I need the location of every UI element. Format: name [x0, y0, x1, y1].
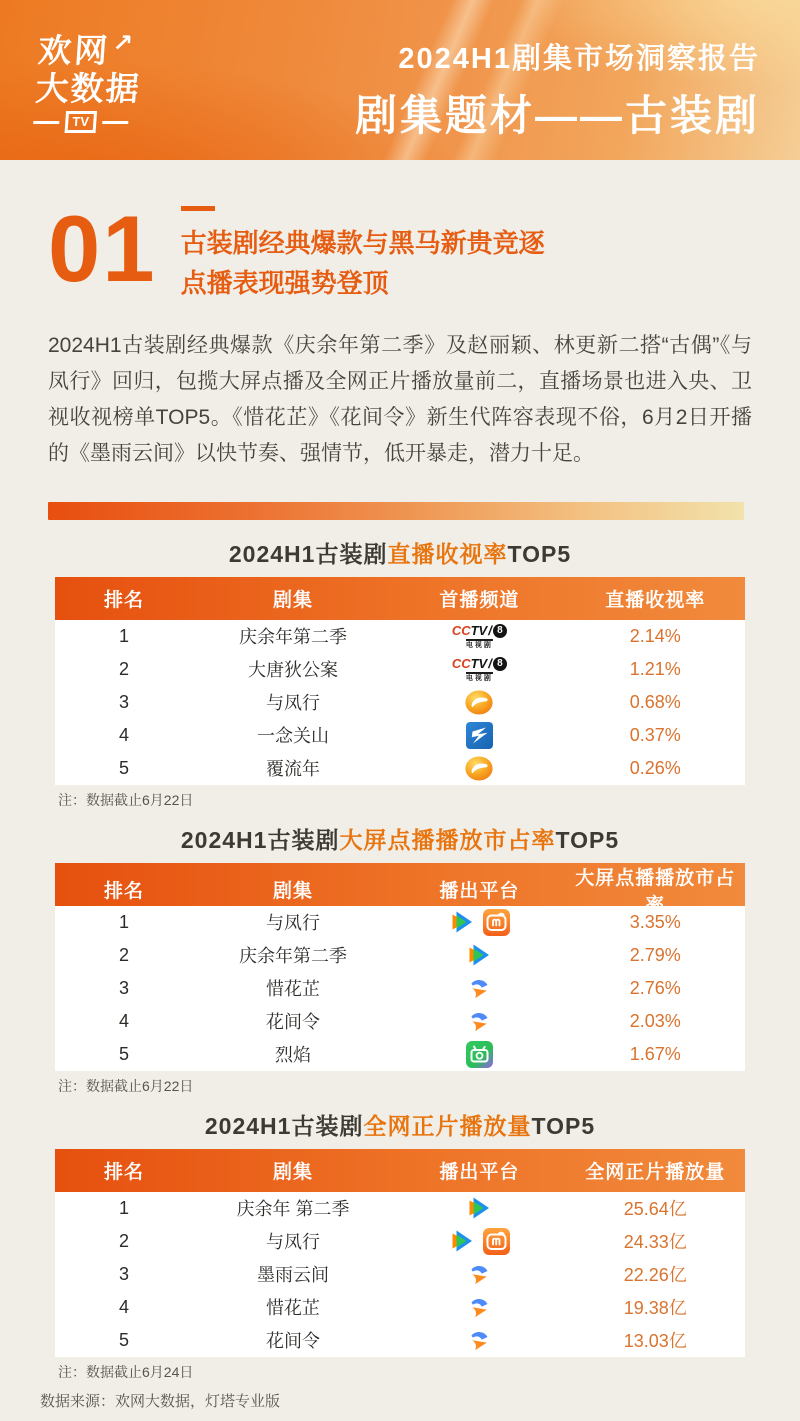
- platform-icons-cell: [393, 722, 566, 749]
- drama-title-cell: 与凤行: [266, 693, 321, 714]
- value-cell: 13.03亿: [623, 1331, 687, 1352]
- logo-arrow-icon: ↗: [111, 30, 137, 57]
- table-row: [55, 1225, 745, 1258]
- platform-icons-cell: [393, 657, 566, 682]
- ranking-table-network-views: [55, 1149, 745, 1357]
- rank-cell: 2: [118, 658, 129, 679]
- table-row: [55, 939, 745, 972]
- drama-title-cell: 花间令: [266, 1012, 321, 1033]
- column-header-2: 首播频道: [439, 589, 520, 611]
- table-note: 注：数据截止6月24日: [58, 1363, 194, 1380]
- table-title: [0, 536, 800, 569]
- section-heading-line2: 点播表现强势登顶: [180, 268, 389, 299]
- value-cell: 0.68%: [629, 691, 681, 712]
- tencent-video-icon: [466, 1196, 492, 1220]
- rank-cell: 4: [118, 724, 129, 745]
- table-header-row: [55, 863, 745, 916]
- table-title-suffix: TOP5: [555, 826, 620, 853]
- section-number: 01: [48, 196, 157, 301]
- table-row: [55, 1038, 745, 1071]
- rank-cell: 5: [118, 1043, 129, 1064]
- column-header-0: 排名: [103, 1161, 144, 1183]
- rank-cell: 5: [118, 1329, 129, 1350]
- table-row: [55, 1192, 745, 1225]
- hunan-tv-icon: [464, 689, 494, 716]
- drama-title-cell: 庆余年第二季: [239, 627, 348, 648]
- logo-tv-badge: [33, 111, 140, 133]
- mango-tv-icon: [483, 909, 510, 936]
- value-cell: 1.67%: [629, 1043, 681, 1064]
- cctv8-channel-icon: CC TV / 8 电视剧: [452, 624, 507, 649]
- youku-icon: [467, 1009, 492, 1034]
- column-header-3: 全网正片播放量: [585, 1161, 726, 1183]
- column-header-1: 剧集: [273, 1161, 314, 1183]
- rank-cell: 2: [118, 944, 129, 965]
- table-title-highlight: 大屏点播播放市占率: [339, 826, 556, 853]
- logo-text-line2: 大数据: [34, 70, 142, 107]
- section-heading-dash: [181, 206, 215, 211]
- logo-dash-left: [33, 121, 59, 124]
- table-note: 注：数据截止6月22日: [58, 791, 194, 808]
- table-section-network-views: [0, 1108, 800, 1380]
- rank-cell: 3: [118, 691, 129, 712]
- zhejiang-tv-icon: [466, 722, 493, 749]
- table-row: [55, 1291, 745, 1324]
- rank-cell: 1: [118, 625, 129, 646]
- platform-icons-cell: [393, 624, 566, 649]
- drama-title-cell: 覆流年: [266, 759, 321, 780]
- table-row: [55, 1324, 745, 1357]
- tencent-video-icon: [449, 1229, 475, 1253]
- value-cell: 2.76%: [629, 977, 681, 998]
- value-cell: 2.03%: [629, 1010, 681, 1031]
- rank-cell: 1: [118, 911, 129, 932]
- value-cell: 0.26%: [629, 757, 681, 778]
- drama-title-cell: 惜花芷: [266, 1298, 321, 1319]
- drama-title-cell: 与凤行: [266, 1232, 321, 1253]
- table-section-live-rating: [0, 536, 800, 808]
- platform-icons-cell: [393, 755, 566, 782]
- column-header-1: 剧集: [273, 881, 314, 903]
- report-header: [0, 0, 800, 160]
- rank-cell: 3: [118, 1263, 129, 1284]
- section-01: [0, 196, 800, 472]
- rank-cell: 5: [118, 757, 129, 778]
- value-cell: 19.38亿: [623, 1298, 687, 1319]
- table-row: [55, 620, 745, 653]
- platform-icons-cell: [393, 1041, 566, 1068]
- drama-title-cell: 大唐狄公案: [248, 660, 339, 681]
- value-cell: 3.35%: [629, 911, 681, 932]
- value-cell: 24.33亿: [623, 1232, 687, 1253]
- column-header-3: 直播收视率: [605, 589, 706, 611]
- youku-icon: [467, 976, 492, 1001]
- drama-title-cell: 一念关山: [257, 726, 330, 747]
- huanwang-bigdata-logo: [33, 30, 145, 133]
- value-cell: 2.14%: [629, 625, 681, 646]
- ranking-table-live-rating: [55, 577, 745, 785]
- table-row: [55, 1258, 745, 1291]
- report-title: 剧集题材——古装剧: [354, 92, 760, 139]
- platform-icons-cell: [393, 689, 566, 716]
- data-source: 数据来源：欢网大数据，灯塔专业版: [40, 1392, 281, 1410]
- green-tv-app-icon: [466, 1041, 493, 1068]
- rank-cell: 1: [118, 1197, 129, 1218]
- table-title-highlight: 直播收视率: [387, 540, 508, 567]
- column-header-2: 播出平台: [439, 1161, 520, 1183]
- ranking-table-bigscreen-share: [55, 863, 745, 1071]
- logo-tv-box: TV: [65, 111, 97, 133]
- logo-dash-right: [102, 121, 128, 124]
- column-header-2: 播出平台: [439, 881, 520, 903]
- tencent-video-icon: [466, 943, 492, 967]
- table-note: 注：数据截止6月22日: [58, 1077, 194, 1094]
- table-section-bigscreen-share: [0, 822, 800, 1094]
- column-header-3: 大屏点播播放市占率: [575, 867, 736, 916]
- platform-icons-cell: [393, 1009, 566, 1034]
- table-row: [55, 1005, 745, 1038]
- drama-title-cell: 花间令: [266, 1331, 321, 1352]
- value-cell: 1.21%: [629, 658, 681, 679]
- drama-title-cell: 庆余年第二季: [239, 946, 348, 967]
- table-row: [55, 752, 745, 785]
- drama-title-cell: 惜花芷: [266, 979, 321, 1000]
- section-heading-line1: 古装剧经典爆款与黑马新贵竞逐: [180, 228, 545, 258]
- value-cell: 2.79%: [629, 944, 681, 965]
- youku-icon: [467, 1262, 492, 1287]
- column-header-1: 剧集: [273, 589, 314, 611]
- rank-cell: 2: [118, 1230, 129, 1251]
- drama-title-cell: 烈焰: [275, 1045, 312, 1066]
- rank-cell: 3: [118, 977, 129, 998]
- table-title: [0, 822, 800, 855]
- header-titles: [355, 36, 760, 143]
- platform-icons-cell: [393, 1295, 566, 1320]
- rank-cell: 4: [118, 1296, 129, 1317]
- section-heading: [181, 204, 545, 304]
- column-header-0: 排名: [103, 589, 144, 611]
- table-title-prefix: 2024H1古装剧: [180, 826, 340, 853]
- platform-icons-cell: [393, 1228, 566, 1255]
- value-cell: 22.26亿: [623, 1265, 687, 1286]
- mango-tv-icon: [483, 1228, 510, 1255]
- gradient-divider: [48, 502, 744, 520]
- table-row: [55, 719, 745, 752]
- platform-icons-cell: [393, 1196, 566, 1220]
- rank-cell: 4: [118, 1010, 129, 1031]
- value-cell: 0.37%: [629, 724, 681, 745]
- table-header-row: [55, 577, 745, 620]
- drama-title-cell: 墨雨云间: [257, 1265, 330, 1286]
- platform-icons-cell: [393, 943, 566, 967]
- table-title-suffix: TOP5: [531, 1112, 596, 1139]
- platform-icons-cell: [393, 976, 566, 1001]
- hunan-tv-icon: [464, 755, 494, 782]
- table-title: [0, 1108, 800, 1141]
- table-row: [55, 653, 745, 686]
- youku-icon: [467, 1295, 492, 1320]
- platform-icons-cell: [393, 909, 566, 936]
- section-paragraph: 2024H1古装剧经典爆款《庆余年第二季》及赵丽颖、林更新二搭“古偶”《与凤行》回归，包揽大屏点播及全网正片播放量前二，直播场景也进入央、卫视收视榜单TOP5。《惜花芷》《花间令》新生代阵容表现不俗，6月2日开播的《墨雨云间》以快节奏、强情节，低开暴走，潜力十足。: [48, 333, 752, 465]
- table-row: [55, 972, 745, 1005]
- drama-title-cell: 与凤行: [266, 913, 321, 934]
- cctv8-channel-icon: CC TV / 8 电视剧: [452, 657, 507, 682]
- report-subtitle: 2024H1剧集市场洞察报告: [398, 43, 760, 75]
- table-title-prefix: 2024H1古装剧: [204, 1112, 364, 1139]
- platform-icons-cell: [393, 1262, 566, 1287]
- platform-icons-cell: [393, 1328, 566, 1353]
- column-header-0: 排名: [103, 881, 144, 903]
- table-row: [55, 686, 745, 719]
- youku-icon: [467, 1328, 492, 1353]
- table-title-suffix: TOP5: [507, 540, 572, 567]
- tencent-video-icon: [449, 910, 475, 934]
- table-title-prefix: 2024H1古装剧: [228, 540, 388, 567]
- drama-title-cell: 庆余年 第二季: [236, 1199, 350, 1220]
- table-title-highlight: 全网正片播放量: [363, 1112, 532, 1139]
- logo-text-line1: 欢网: [37, 32, 112, 69]
- section-01-heading-row: [0, 196, 800, 304]
- table-header-row: [55, 1149, 745, 1192]
- value-cell: 25.64亿: [623, 1199, 687, 1220]
